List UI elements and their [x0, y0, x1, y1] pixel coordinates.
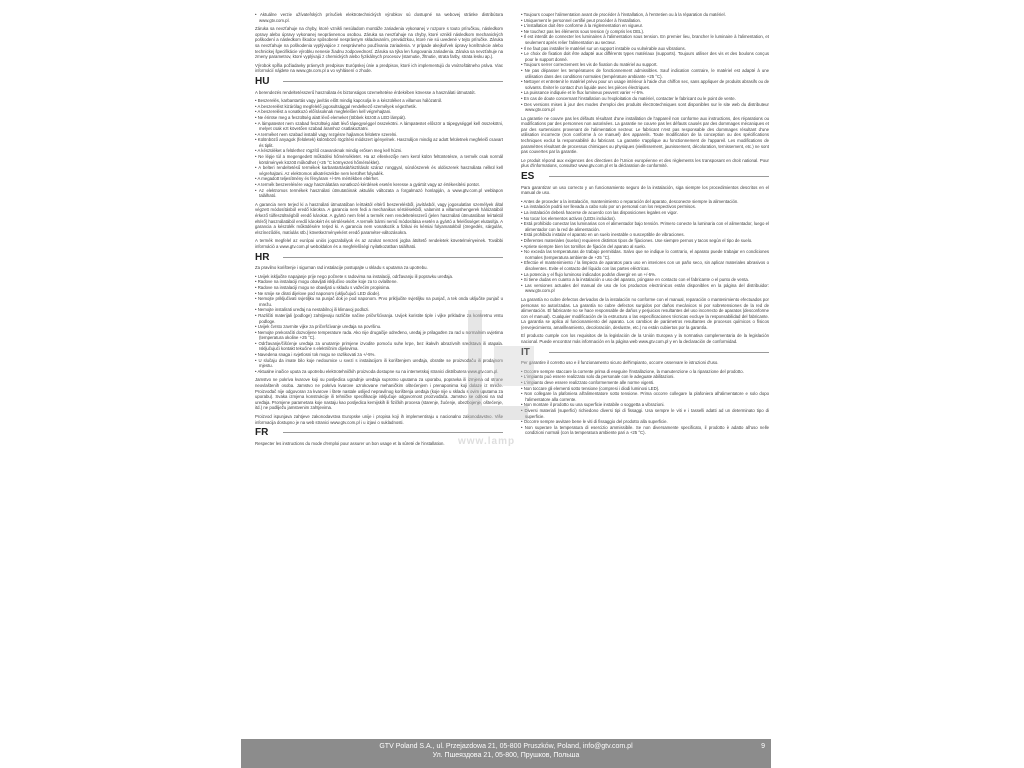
list-item: • U slučaju da imate bilo koje nedoumice u svezi s instalacijom ili korištenjem uređaja, obratite se proizvođaču ili prodajnom mjestu.	[255, 358, 503, 369]
list-item: • Diferentes materiales (suelos) requieren distintos tipos de fijaciones. Use siempre pernos y tacos según el tipo de suelo.	[521, 238, 769, 244]
hu-intro: A berendezés rendeltetésszerű használata és biztonságos üzemeltetése érdekében kövesse a használati útmutatót.	[255, 89, 476, 95]
list-item: • Uvijek čvrsto zavrnite vijke za pričvršćivanje uređaja na površinu.	[255, 324, 503, 330]
list-item: • Las versiones actuales del manual de uso de los productos electrónicos están disponibles en la página del distribuidor: www.gtv.com.pl	[521, 283, 769, 294]
list-item: • Nemojte prekoračiti dozvoljene temperature rada. Ako nije drugačije određeno, uređaj je prilagođen za rad u normalnim uvjetima (temperatura okoline +25 °C).	[255, 330, 503, 341]
list-item: • Il est interdit de connecter les luminaires à l'alimentation sous tension. En premier lieu, brancher le luminaire à l'alimentation, et seulement après relier l'alimentation au secteur.	[521, 34, 769, 45]
list-item: • A lámpatestet nem szabad feszültség alatt lévő tápegységgel összekötni. A lámpatestet először a tápegységgel kell összekötni, melyet csak ezt követően szabad áramhoz csatlakoztatni.	[255, 121, 503, 132]
list-item: • Ne érintse meg a feszültség alatt lévő elemeket (többek között a LED lámpát).	[255, 115, 503, 121]
fr-bullets	[521, 12, 769, 113]
list-item: • Nettoyer et entretenir le matériel prévu pour un usage intérieur à l'aide d'un chiffon sec, sans appliquer de produits abrasifs ou de solvants. Éviter le contact d'un liquide avec les pièces électriques.	[521, 79, 769, 90]
list-item: • Uvijek isključite napajanje prije nego počnete s radovima na instalaciji, održavanju ili popravku uređaja.	[255, 274, 503, 280]
hu-warranty-paragraph: A garancia nem terjed ki a használati útmutatóban leírtaktól eltérő beszerelésből, javításból, vagy jogosulatlan személyek által végzett módosításból eredő károkra. A garancia nem fedi a mechanikus sérülésekből, valamint a villamoshengerek hálózatából érkező túlfeszültségből eredő károkat. A gyártó nem felel a termék nem rendeltetésszerű (jelen használati útmutatóban leírtaktól eltérő) használatából eredő károkért és sérülésekért. A termék bármi nemű módosítása esetén a gyártó a felelősséget elutasítja. A garancia a készülék működésére terjed ki. A garancia nem vonatkozik a fizikai és kémiai folyamatokból (öregedés, sárgulás, elszíneződés, matíulás stb.) következményeként eredő paraméter-változásokra.	[255, 201, 503, 235]
watermark-text: www.lamp	[458, 436, 516, 447]
list-item: • Különböző anyagok (felületek) különböző rögzítési módszert igényelnek. Használjon mindig az adott felületnek megfelelő csavart és tiplit.	[255, 137, 503, 148]
list-item: • La puissance indiquée et le flux lumineux peuvent varier +/-5%.	[521, 90, 769, 96]
list-item: • Está prohibido conectar las luminarias con el alimentador bajo tensión. Primero conecte la luminaria con el alimentador, luego el alimentador con la red de alimentación.	[521, 221, 769, 232]
hr-warranty-paragraph: Jamstvo ne pokriva kvarove koji su posljedica ugradnje uređaja suprotno uputama za uporabu, popravka ili izmjena od strane neovlaštenih osoba. Jamstvo ne pokriva kvarove uzrokovane mehaničkim oštećenjem i prenaponima koji dolaze iz mreže. Proizvođač nije odgovoran za kvarove i štete nastale uslijed nepravilnog korištenja uređaja (koje nije u skladu s ovim uputama za uporabu). Svaka izmjena konstrukcije ili tehničke specifikacije isključuje odgovornost proizvođača. Jamstvo se odnosi na rad uređaja. Promjene parametara koje nastaju kao posljedica kemijskih ili fizičkih procesa (starenje, žućenje, obezbojenje, oštećenje, itd.) ne podliježu jamstvenim zahtjevima.	[255, 377, 503, 411]
list-item: • Aktuálne verzie užívateľských príručiek elektrotechnických výrobkov sú dostupné na webovej stránke distribútora www.gtv.com.pl.	[255, 12, 503, 23]
list-item: • A termék beszerelésére vagy használatára vonatkozó kérdések esetén keresse a gyártót vagy az értékesítési pontot.	[255, 182, 503, 188]
sk-bullets	[255, 12, 503, 23]
hr-bullets	[255, 274, 503, 375]
list-item: • Nemojte priključivati svjetiljku na punjač dok je pod naponom. Prvo priključite svjetiljku na punjač, a tek onda uključite punjač u mrežu.	[255, 296, 503, 307]
right-column	[521, 12, 769, 439]
list-item: • Occorre sempre staccare la corrente prima di eseguire l'installazione, la manutenzione o la riparazione del prodotto.	[521, 369, 769, 375]
fr-compliance-paragraph: Le produit répond aux exigences des directives de l'Union européenne et des règlements les transposant en droit national. Pour plus d'informations, consultez www.gtv.com.pl et la déclaration de conformité.	[521, 157, 769, 169]
es-intro: Para garantizar un uso correcto y un funcionamiento seguro de la instalación, siga siempre los procedimientos descritos en el manual de uso.	[521, 184, 769, 196]
fr-warranty-paragraph: La garantie ne couvre pas les défauts résultant d'une installation de l'appareil non conforme aux instructions, des réparations ou modifications par des personnes non autorisées. La garantie ne couvre pas les défauts causés par des dommages mécaniques et par des surtensions provenant de l'alimentation secteur. Le fabricant n'est pas responsable des dommages résultant d'une utilisation incorrecte (non conforme à ce manuel) des appareils. Toute modification de la conception ou des spécifications techniques exclut la responsabilité du fabricant. La garantie s'applique au fonctionnement de l'appareil. Les modifications de paramètres résultant de processus chimiques ou physiques (vieillissement, jaunissement, décoloration, ternissement, etc.) ne sont pas couvertes par la garantie.	[521, 115, 769, 155]
list-item: • Non collegare la plafoniera all'alimentatore sotto tensione. Prima occorre collegare la plafoniera all'alimentatore e solo dopo l'alimentatore alla corrente.	[521, 391, 769, 402]
list-item: • Ne pas dépasser les températures de fonctionnement admissibles. Sauf indication contraire, le matériel est adapté à une utilisation dans des conditions normales (température ambiante +25 °C).	[521, 68, 769, 79]
list-item: • L'impianto deve essere realizzato conformemente alle norme vigenti.	[521, 380, 769, 386]
list-item: • En cas de doute concernant l'installation ou l'exploitation du matériel, contacter le fabricant ou le point de vente.	[521, 96, 769, 102]
list-item: • Occorre sempre avvitare bene le viti di fissaggio del prodotto alla superficie.	[521, 419, 769, 425]
es-warranty-paragraph: La garantía no cubre defectos derivados de la instalación no conforme con el manual, reparación o mantenimiento efectuados por personas no autorizadas. La garantía no cubre defectos surgidos por daños mecánicos ni por sobretensiones de la red de alimentación. El fabricante no se hace responsable de daños y perjuicios resultantes del uso incorrecto de aparatos (desconforme con el manual). Cualquier modificación de la estructura o las especificaciones técnicas excluye la responsabilidad del fabricante. La garantía se aplica al funcionamiento del aparato. Los cambios de parámetros resultantes de procesos químicos o físicos (envejecimiento, amarilleamiento, decoloración, deslustre, etc.) no están cubiertos por la garantía.	[521, 296, 769, 330]
hr-compliance-paragraph: Proizvod ispunjava zahtjeve zakonodavstva Europske unije i propisa koji ih implementiraju u nacionalno zakonodavstvo. Više informacija dostupno je na web stranici www.gtv.com.pl i u izjavi o sukladnosti.	[255, 414, 503, 425]
list-item: • A terméket nem szabad instabil vagy rezgésre hajlamos felületre szerelni.	[255, 132, 503, 138]
list-item: • Efectúe el mantenimiento / la limpieza de aparatos para uso en interiores con un paño seco, sin aplicar materiales abrasivos o disolventes. Evite el contacto del líquido con las partes eléctricas.	[521, 260, 769, 271]
section-header-es	[521, 171, 769, 183]
list-item: • Des versions mises à jour des modes d'emploi des produits électrotechniques sont disponibles sur le site web du distributeur www.gtv.com.pl	[521, 102, 769, 113]
section-code: ES	[521, 171, 535, 183]
list-item: • Ne touchez pas les éléments sous tension (y compris les DEL).	[521, 29, 769, 35]
es-bullets	[521, 199, 769, 294]
list-item: • Si tiene dudas en cuanto a la instalación o uso del aparato, póngase en contacto con el fabricante o el punto de venta.	[521, 277, 769, 283]
section-header-fr	[255, 427, 503, 439]
sk-warranty-paragraph: Záruka sa nevzťahuje na chyby, ktoré vznikli nesúladom montáže zariadenia vykonanej v rozpore s touto príručkou, následkom opravy alebo úpravy vykonanej neoprávnenou osobou. Záruka sa nevzťahuje na chyby, ktoré vznikli následkom mechanických poškodení a následkom škodov spôsobené nesprávnym skladovaním, prevádzkou, ktoré nie sú uvedené v tejto príručke. Záruka sa nevzťahuje na poškodenia vyplývajúce z nesprávneho používania zariadenia. V prípade akejkoľvek úpravy konštrukcie alebo technickej špecifikácie výrobku nenesie žiadnu zodpovednosť. Záruka sa týka len fungovania zariadenia. Záruka sa nevzťahuje na zmeny parametrov, ktoré vyplývajú z chemických alebo fyzikálnych procesov (starnutie, žltnutie, strata farby, strata lesku ap.).	[255, 26, 503, 60]
list-item: • Il ne faut pas installer le matériel sur un support instable ou vulnérable aux vibrations.	[521, 46, 769, 52]
list-item: • No exceda las temperaturas de trabajo permitidas. Salvo que se indique lo contrario, el aparato puede trabajar en condiciones normales (temperatura ambiente de +25 °C).	[521, 249, 769, 260]
list-item: • Održavanje/čišćenje uređaja za unutarnje primjene izvodite pomoću suhe krpe, bez ikakvih abrazivnih sredstava ili otapala. Isključujući kontakt tekućine s električnim dijelovima.	[255, 341, 503, 352]
section-code: IT	[521, 346, 530, 358]
section-code: FR	[255, 427, 269, 439]
section-header-it	[521, 346, 769, 358]
list-item: • Radove na instalaciji mogu obavljati isključivo osobe koje za to ovlaštene.	[255, 279, 503, 285]
left-column	[255, 12, 503, 449]
section-header-hr	[255, 251, 503, 263]
list-item: • A belteri rendeltetésű termékek karbantartását/tisztítását száraz ronggyal, súrolószerek és oldószerek használata nélkül kell végrehajtani. Az elektromos alkatrészekbe nem kerülhet folyadék.	[255, 165, 503, 176]
list-item: • La instalación podrá ser llevada a cabo solo por un personal con los respectivos permisos.	[521, 204, 769, 210]
section-header-hu	[255, 75, 503, 87]
list-item: • Az elektromos termékek használati útmutatóinak aktuális változata a forgalmazó honlapján, a www.gtv.com.pl weblapon található.	[255, 188, 503, 199]
list-item: • Non superare la temperatura di esercizio ammissibile. Se non diversamente specificato, il prodotto è adatto all'uso nelle condizioni normali (con la temperatura ambiente pari a +25 °C).	[521, 425, 769, 436]
list-item: • A megadott teljesítmény és fényáram +/-5% mértékben eltérhet.	[255, 176, 503, 182]
list-item: • Le choix de fixation doit être adapté aux différents types matériaux (supports). Toujours utiliser des vis et des boulons conçus pour le support donné.	[521, 51, 769, 62]
list-item: • Toujours couper l'alimentation avant de procéder à l'installation, à l'entretien ou à la réparation du matériel.	[521, 12, 769, 18]
list-item: • Diversi materiali (superfici) richiedono diversi tipi di fissaggi. Usa sempre le viti e i tasselli adatti ad un determinato tipo di superficie.	[521, 408, 769, 419]
list-item: • L'impianto può essere realizzato solo da personale con le adeguate abilitazioni.	[521, 374, 769, 380]
list-item: • Nemojte instalirati uređaj na nestabilnoj ili klimavoj podlozi.	[255, 307, 503, 313]
hu-bullets	[255, 98, 503, 199]
list-item: • A készüléket a felülethez rögzítő csavaroknak mindig erősen meg kell húzni.	[255, 148, 503, 154]
list-item: • Različiti materijali (podloge) zahtijevaju različite načine pričvršćivanja. Uvijek koristite tiple i vijke prikladne za konkretnu vrstu podloge.	[255, 313, 503, 324]
list-item: • Ne smije se dirati dijelove pod naponom (uključujući LED diode).	[255, 291, 503, 297]
list-item: • No tocar los elementos activos (LEDs incluidos).	[521, 216, 769, 222]
list-item: • Non toccare gli elementi sotto tensione (compresi i diodi luminosi LED).	[521, 386, 769, 392]
page-number: 9	[761, 743, 765, 750]
list-item: • Beszerelés, karbantartás vagy javítás előtt mindig kapcsolja le a készüléket a villamos hálózatról.	[255, 98, 503, 104]
list-item: • A beszerelést kizárólag megfelelő jogosultsággal rendelkező személyek végezhetik.	[255, 104, 503, 110]
section-rule	[549, 352, 769, 353]
sk-compliance-paragraph: Výrobok spĺňa požiadavky právnych predpisov Európskej únie a predpisov, ktoré ich implementujú do vnútroštátneho práva. Viac informácií nájdete na www.gtv.com.pl a vo vyhlásení o zhode.	[255, 62, 503, 74]
document-page	[255, 12, 771, 738]
list-item: • L'installation doit être conforme à la réglementation en vigueur.	[521, 23, 769, 29]
section-rule	[549, 176, 769, 177]
list-item: • A beszerelést a vonatkozó előírásoknak megfelelően kell végrehajtani.	[255, 109, 503, 115]
section-rule	[283, 257, 503, 258]
section-code: HR	[255, 251, 270, 263]
list-item: • Radove na instalaciji mogu se obavljati u skladu s važećim propisima.	[255, 285, 503, 291]
list-item: • Uniquement le personnel certifié peut procéder à l'installation.	[521, 18, 769, 24]
footer-address: GTV Poland S.A., ul. Przejazdowa 21, 05-800 Pruszków, Poland, info@gtv.com.pl	[379, 743, 633, 750]
list-item: • Navedena snaga i svjetlosni tok mogu se razlikovati za +/-5%.	[255, 352, 503, 358]
hu-compliance-paragraph: A termék megfelel az európai uniós jogszabályok és az azokat nemzeti jogba átültető rendeletek követelményeinek. További információ a www.gtv.com.pl weboldalon és a megfelelőségi nyilatkozatban található.	[255, 238, 503, 249]
list-item: • Antes de proceder a la instalación, mantenimiento o reparación del aparato, desconecte siempre la alimentación.	[521, 199, 769, 205]
list-item: • Ne lépje túl a megengedett működési hőmérsékletet. Ha az ellenkezője nem kerül külön feltüntetésre, a termék csak normál körülmények között működhet (+25 °C környezeti hőmérséklet).	[255, 154, 503, 165]
page-footer	[241, 739, 771, 768]
fr-intro: Respecter les instructions du mode d'emploi pour assurer un bon usage et la sûreté de l'installation.	[255, 440, 445, 446]
it-bullets	[521, 369, 769, 436]
list-item: • Non montare il prodotto su una superficie instabile o soggetta a vibrazioni.	[521, 402, 769, 408]
footer-address-cyrillic: Ул. Пшеяздова 21, 05-800, Прушков, Польша	[432, 752, 580, 759]
section-rule	[283, 432, 503, 433]
es-compliance-paragraph: El producto cumple con los requisitos de la legislación de la Unión Europea y la normativa complementaria de la legislación nacional. Puede encontrar más información en la página web www.gtv.com.pl y en la declaración de conformidad.	[521, 333, 769, 345]
list-item: • Aktualne inačice uputa za upotrebu elektrotehničkih proizvoda dostupne su na internetskoj stranici distributera www.gtv.com.pl.	[255, 369, 503, 375]
section-rule	[283, 81, 503, 82]
list-item: • Toujours serrer correctement les vis de fixation du matériel au support.	[521, 62, 769, 68]
list-item: • Apriete siempre bien los tornillos de fijación del aparato al suelo.	[521, 244, 769, 250]
section-code: HU	[255, 75, 270, 87]
list-item: • Está prohibido instalar el aparato en un suelo inestable o susceptible de vibraciones.	[521, 232, 769, 238]
list-item: • La instalación deberá hacerse de acuerdo con las disposiciones legales en vigor.	[521, 210, 769, 216]
hr-intro: Za pravilno korištenje i sigurnan rad instalacije postupajte u skladu s uputama za upotrebu.	[255, 265, 428, 271]
list-item: • La potencia y el flujo luminoso indicados podrán divergir en un +/-5%.	[521, 272, 769, 278]
it-intro: Per garantire il corretto uso e il funzionamento sicuro dell'impianto, occorre osservare le istruzioni d'uso.	[521, 360, 719, 366]
